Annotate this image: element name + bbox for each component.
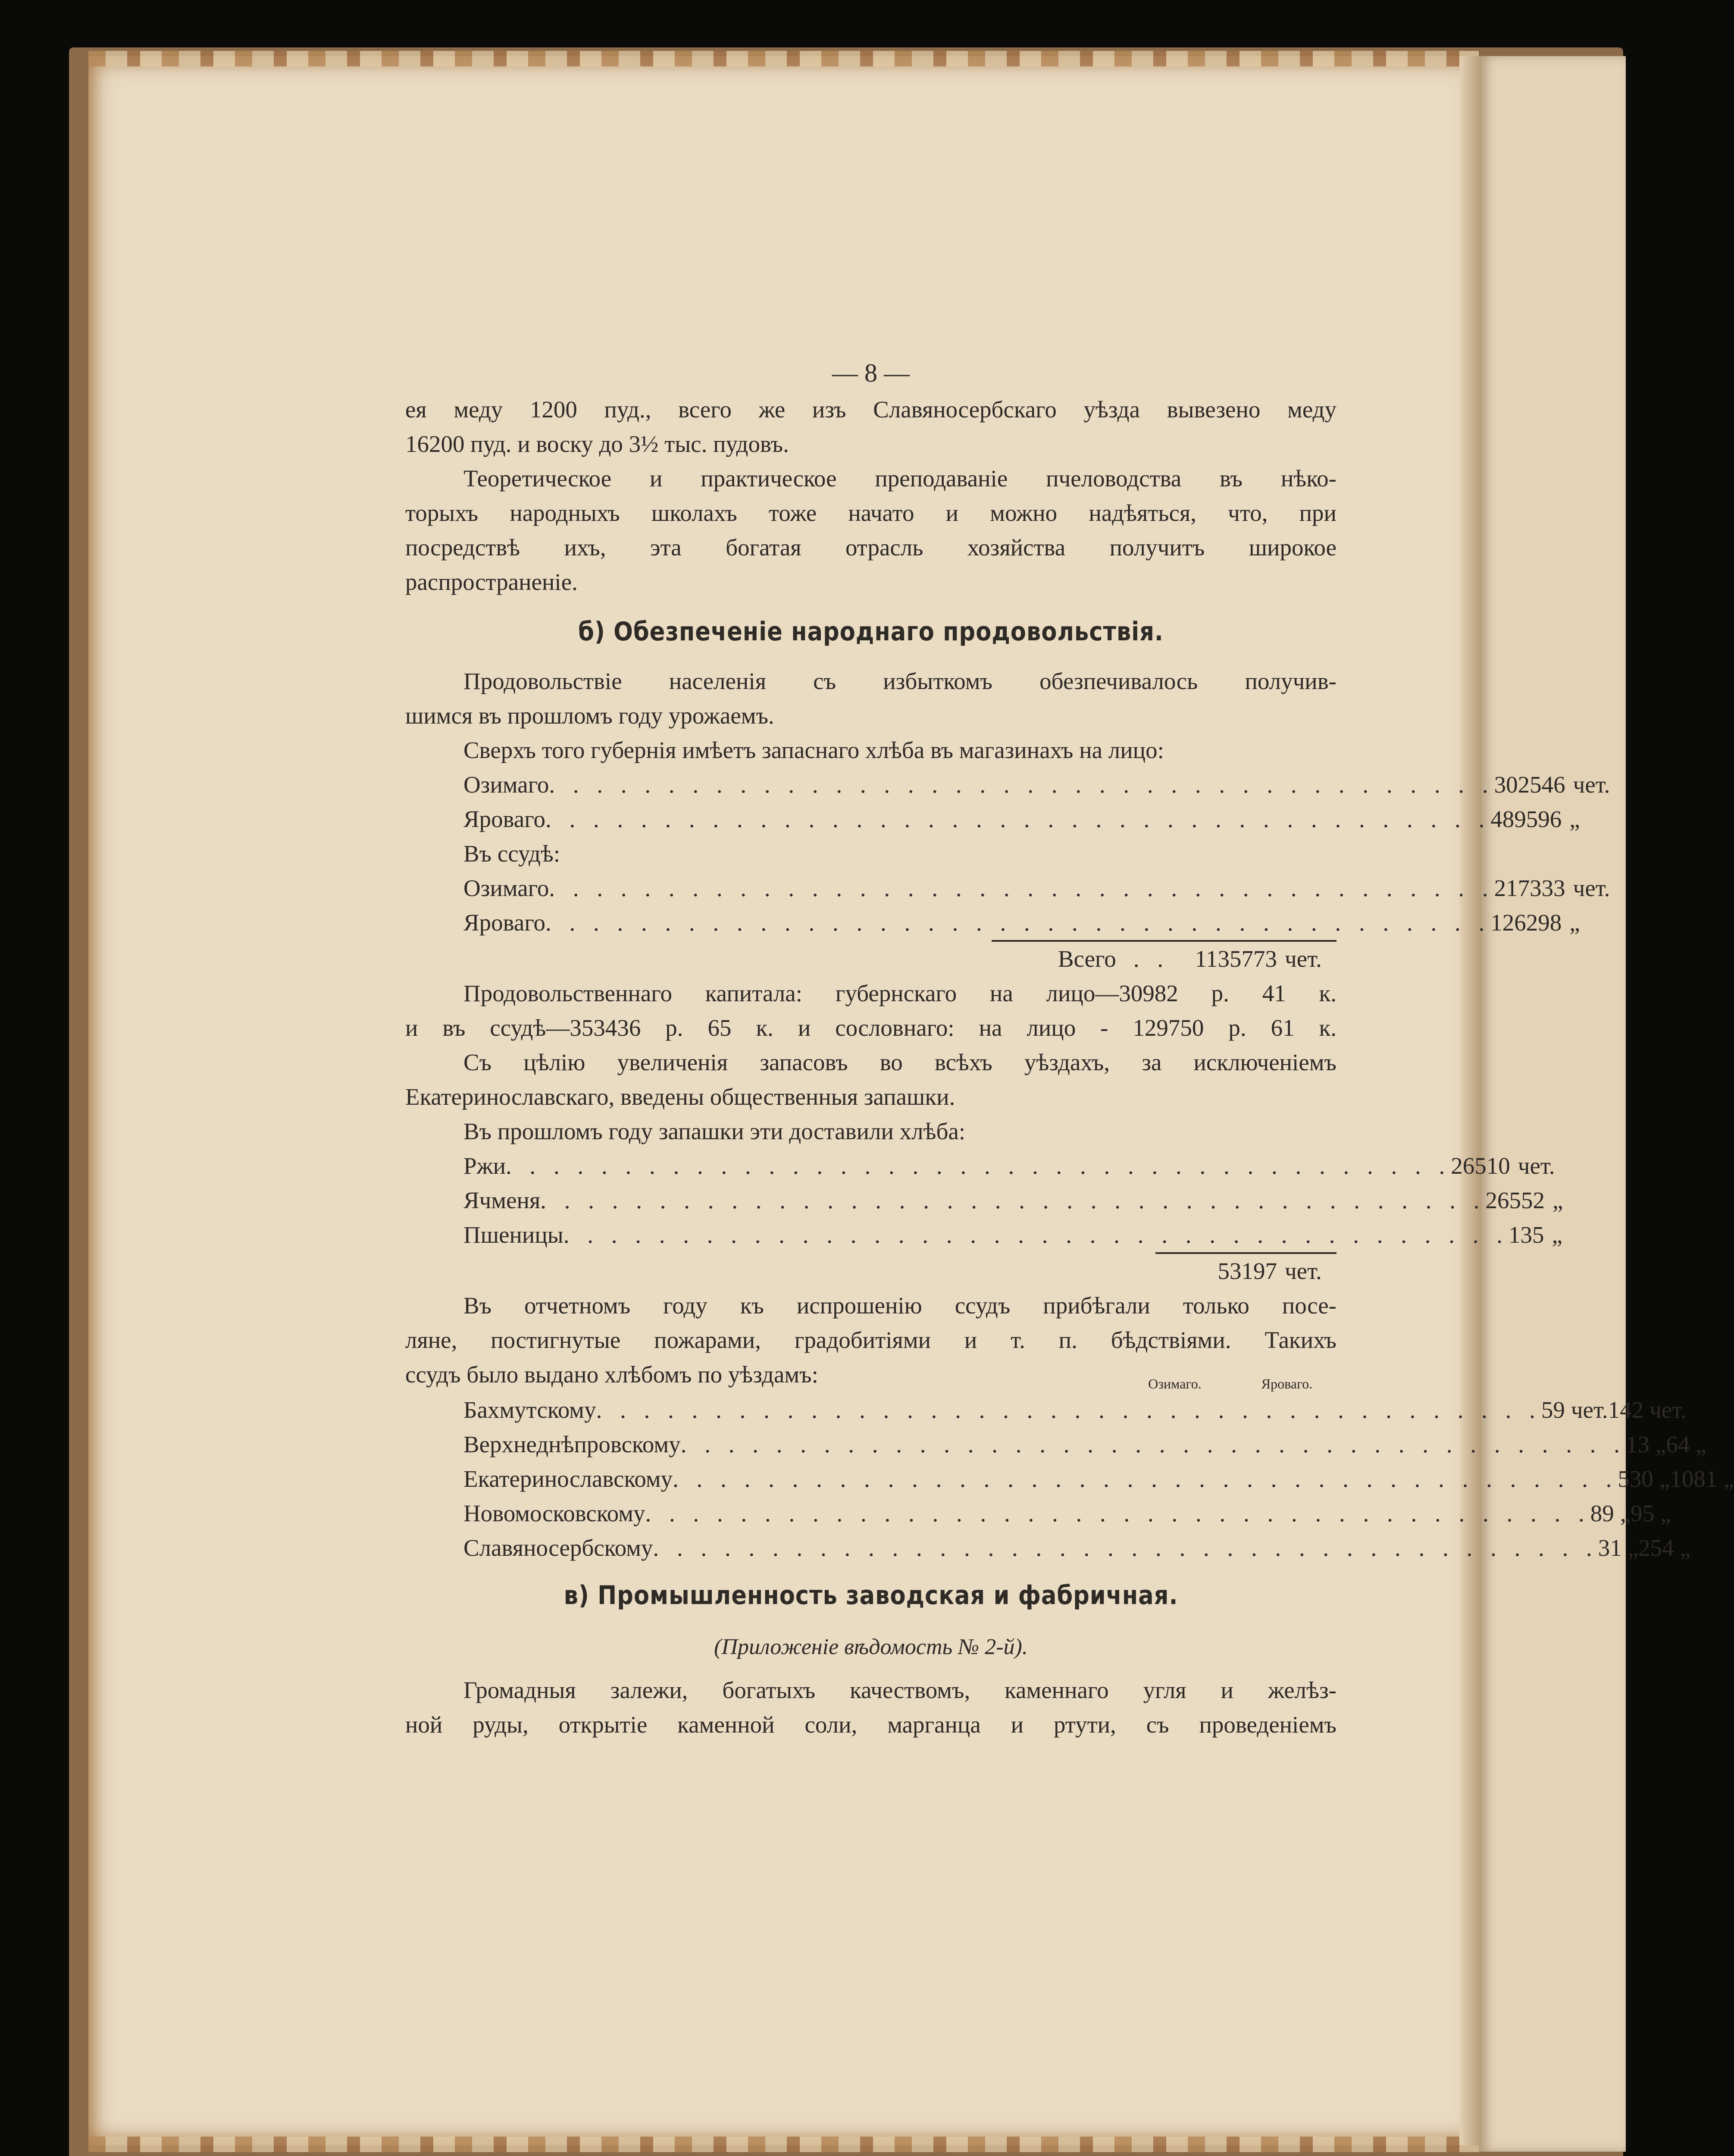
item-value: 217333 xyxy=(1494,875,1565,901)
winter-unit: „ xyxy=(1628,1535,1639,1561)
leader-dots: . . . . . . . . . . . . . . . . . . . . . . . . . . . . . . . . . . . . . . . . xyxy=(545,806,1491,832)
item-value: 126298 xyxy=(1490,909,1562,936)
leader-dots: . . . . . . . . . . . . . . . . . . . . . . . . . . . . . . . . . . . . . . . . xyxy=(549,875,1494,901)
page-gutter xyxy=(1459,56,1481,2145)
spring-unit: чет. xyxy=(1649,1397,1687,1423)
item-label: Ячменя xyxy=(463,1187,541,1213)
leader-dots: . . . . . . . . . . . . . . . . . . . . . . . . . . . . . . . . . . . . . . . . xyxy=(506,1153,1451,1179)
section-heading-b: б) Обезпеченiе народнаго продовольствiя. xyxy=(578,617,1164,647)
spring-unit: „ xyxy=(1696,1431,1706,1457)
item-label: Озимаго xyxy=(463,875,549,901)
district-loans-table xyxy=(405,1375,1734,1565)
district-name: Новомосковскому xyxy=(463,1500,645,1526)
spring-unit: „ xyxy=(1723,1466,1734,1492)
item-value: 26510 xyxy=(1451,1153,1510,1179)
table-row xyxy=(463,1427,1706,1462)
leader-dots: . . . . . . . . . . . . . . . . . . . . . . . . . . . . . . . . . . . . . . . . xyxy=(680,1431,1626,1457)
spring-unit: „ xyxy=(1680,1535,1691,1561)
grain-list xyxy=(405,1149,1563,1252)
leader-dots: . . . . . . . . . . . . . . . . . . . . . . . . . . . . . . . . . . . . . . . . xyxy=(673,1466,1618,1492)
page-edge-top xyxy=(88,51,1479,66)
total-unit: чет. xyxy=(1285,946,1322,972)
table-row xyxy=(463,1531,1691,1565)
item-unit: „ xyxy=(1552,1187,1563,1213)
leader-dots: . . . . . . . . . . . . . . . . . . . . . . . . . . . . . . . . . . . . . . . . xyxy=(563,1222,1509,1248)
winter-value: 59 xyxy=(1541,1397,1565,1423)
table-row xyxy=(463,1393,1687,1427)
leader-dots: . . . . . . . . . . . . . . . . . . . . . . . . . . . . . . . . . . . . . . . . xyxy=(549,771,1494,798)
spring-value: 95 xyxy=(1631,1500,1655,1526)
leader-dots: . . . . . . . . . . . . . . . . . . . . . . . . . . . . . . . . . . . . . . . . xyxy=(540,1187,1486,1213)
spring-value: 64 xyxy=(1666,1431,1690,1457)
leader-dots: . . xyxy=(1133,946,1169,972)
list-item xyxy=(463,802,1580,837)
leader-dots: . . . . . . . . . . . . . . . . . . . . . . . . . . . . . . . . . . . . . . . . xyxy=(645,1500,1590,1526)
item-label: Озимаго xyxy=(463,771,549,798)
list-item xyxy=(463,871,1610,906)
item-unit: „ xyxy=(1569,909,1580,936)
page-edge-bottom xyxy=(88,2137,1479,2152)
item-value: 135 xyxy=(1509,1222,1544,1248)
winter-unit: „ xyxy=(1659,1466,1670,1492)
district-name: Верхнеднѣпровскому xyxy=(463,1431,681,1457)
reserve-total xyxy=(405,942,1336,976)
table-row xyxy=(463,1496,1671,1531)
total-value: 1135773 xyxy=(1195,946,1277,972)
list-item xyxy=(463,1218,1562,1252)
facing-page-edge xyxy=(1479,56,1626,2152)
text-line: и въ ссудѣ—353436 р. 65 к. и сословнаго: на лицо - 129750 р. 61 к. xyxy=(405,1015,1336,1041)
winter-unit: чет. xyxy=(1571,1397,1608,1423)
text-line: Теоретическое и практическое преподаванiе пчеловодства въ нѣко- xyxy=(463,465,1336,492)
grain-total xyxy=(405,1254,1336,1288)
text-line: Продовольствiе населенiя съ избыткомъ обезпечивалось получив- xyxy=(463,668,1336,694)
text-line: посредствѣ ихъ, эта богатая отрасль хозяйства получитъ широкое xyxy=(405,534,1336,561)
item-unit: „ xyxy=(1552,1222,1562,1248)
spring-value: 142 xyxy=(1608,1397,1644,1423)
text-line: Съ цѣлiю увеличенiя запасовъ во всѣхъ уѣздахъ, за исключенiемъ xyxy=(463,1049,1336,1075)
item-label: Пшеницы xyxy=(463,1222,563,1248)
district-name: Бахмутскому xyxy=(463,1397,596,1423)
text-line: Громадныя залежи, богатыхъ качествомъ, каменнаго угля и желѣз- xyxy=(463,1677,1336,1703)
text-line: Сверхъ того губернiя имѣетъ запаснаго хлѣба въ магазинахъ на лицо: xyxy=(463,737,1164,763)
total-label: Всего xyxy=(1058,946,1116,972)
text-line: ной руды, открытiе каменной соли, марганца и ртути, съ проведенiемъ xyxy=(405,1711,1336,1738)
item-label: Ржи xyxy=(463,1153,506,1179)
text-line: Екатеринославскаго, введены общественныя запашки. xyxy=(405,1084,955,1110)
text-line: Въ отчетномъ году къ испрошенiю ссудъ прибѣгали только посе- xyxy=(463,1292,1336,1319)
item-unit: чет. xyxy=(1573,875,1610,901)
reserve-on-hand-list xyxy=(405,768,1610,940)
column-header-winter: Озимаго. xyxy=(1148,1376,1202,1391)
winter-value: 530 xyxy=(1618,1466,1653,1492)
leader-dots: . . . . . . . . . . . . . . . . . . . . . . . . . . . . . . . . . . . . . . . . xyxy=(545,909,1491,936)
item-value: 302546 xyxy=(1494,771,1565,798)
winter-value: 89 xyxy=(1590,1500,1614,1526)
district-name: Екатеринославскому xyxy=(463,1466,673,1492)
loan-label xyxy=(463,837,1336,871)
item-unit: чет. xyxy=(1518,1153,1555,1179)
section-heading-v: в) Промышленность заводская и фабричная. xyxy=(563,1580,1178,1611)
spring-value: 1081 xyxy=(1670,1466,1718,1492)
list-item xyxy=(463,906,1580,940)
leader-dots: . . . . . . . . . . . . . . . . . . . . . . . . . . . . . . . . . . . . . . . . xyxy=(653,1535,1598,1561)
winter-value: 13 xyxy=(1625,1431,1649,1457)
leader-dots: . . . . . . . . . . . . . . . . . . . . . . . . . . . . . . . . . . . . . . . . xyxy=(596,1397,1541,1423)
appendix-note: (Приложенiе вѣдомость № 2-й). xyxy=(714,1635,1028,1659)
item-unit: „ xyxy=(1569,806,1580,832)
table-header xyxy=(463,1375,1336,1393)
text-line: ссудъ было выдано хлѣбомъ по уѣздамъ: xyxy=(405,1361,818,1388)
text-line: 16200 пуд. и воску до 3½ тыс. пудовъ. xyxy=(405,431,789,457)
winter-unit: „ xyxy=(1620,1500,1631,1526)
spring-value: 254 xyxy=(1638,1535,1674,1561)
list-item xyxy=(463,1149,1555,1183)
text-line: Продовольственнаго капитала: губернскаго на лицо—30982 р. 41 к. xyxy=(463,980,1336,1006)
item-label: Яроваго xyxy=(463,909,546,936)
table-row xyxy=(463,1462,1734,1496)
total-unit: чет. xyxy=(1285,1258,1322,1284)
item-value: 489596 xyxy=(1490,806,1562,832)
item-label: Въ ссудѣ: xyxy=(463,840,560,867)
page-content xyxy=(405,354,1734,1742)
item-value: 26552 xyxy=(1485,1187,1545,1213)
column-header-spring: Яроваго. xyxy=(1261,1376,1313,1391)
text-line: распространенiе. xyxy=(405,569,578,595)
text-line: шимся въ прошломъ году урожаемъ. xyxy=(405,702,774,729)
page-number: — 8 — xyxy=(832,359,910,387)
item-unit: чет. xyxy=(1573,771,1610,798)
spring-unit: „ xyxy=(1660,1500,1671,1526)
item-label: Яроваго xyxy=(463,806,546,832)
text-line: ея меду 1200 пуд., всего же изъ Славяносербскаго уѣзда вывезено меду xyxy=(405,396,1336,423)
text-line: ляне, постигнутые пожарами, градобитiями и т. п. бѣдствiями. Такихъ xyxy=(405,1327,1336,1353)
list-item xyxy=(463,1183,1563,1218)
text-line: торыхъ народныхъ школахъ тоже начато и можно надѣяться, что, при xyxy=(405,500,1336,526)
total-value: 53197 xyxy=(1218,1258,1277,1284)
district-name: Славяносербскому xyxy=(463,1535,653,1561)
winter-unit: „ xyxy=(1655,1431,1666,1457)
text-line: Въ прошломъ году запашки эти доставили хлѣба: xyxy=(463,1118,966,1144)
list-item xyxy=(463,768,1610,802)
winter-value: 31 xyxy=(1598,1535,1622,1561)
